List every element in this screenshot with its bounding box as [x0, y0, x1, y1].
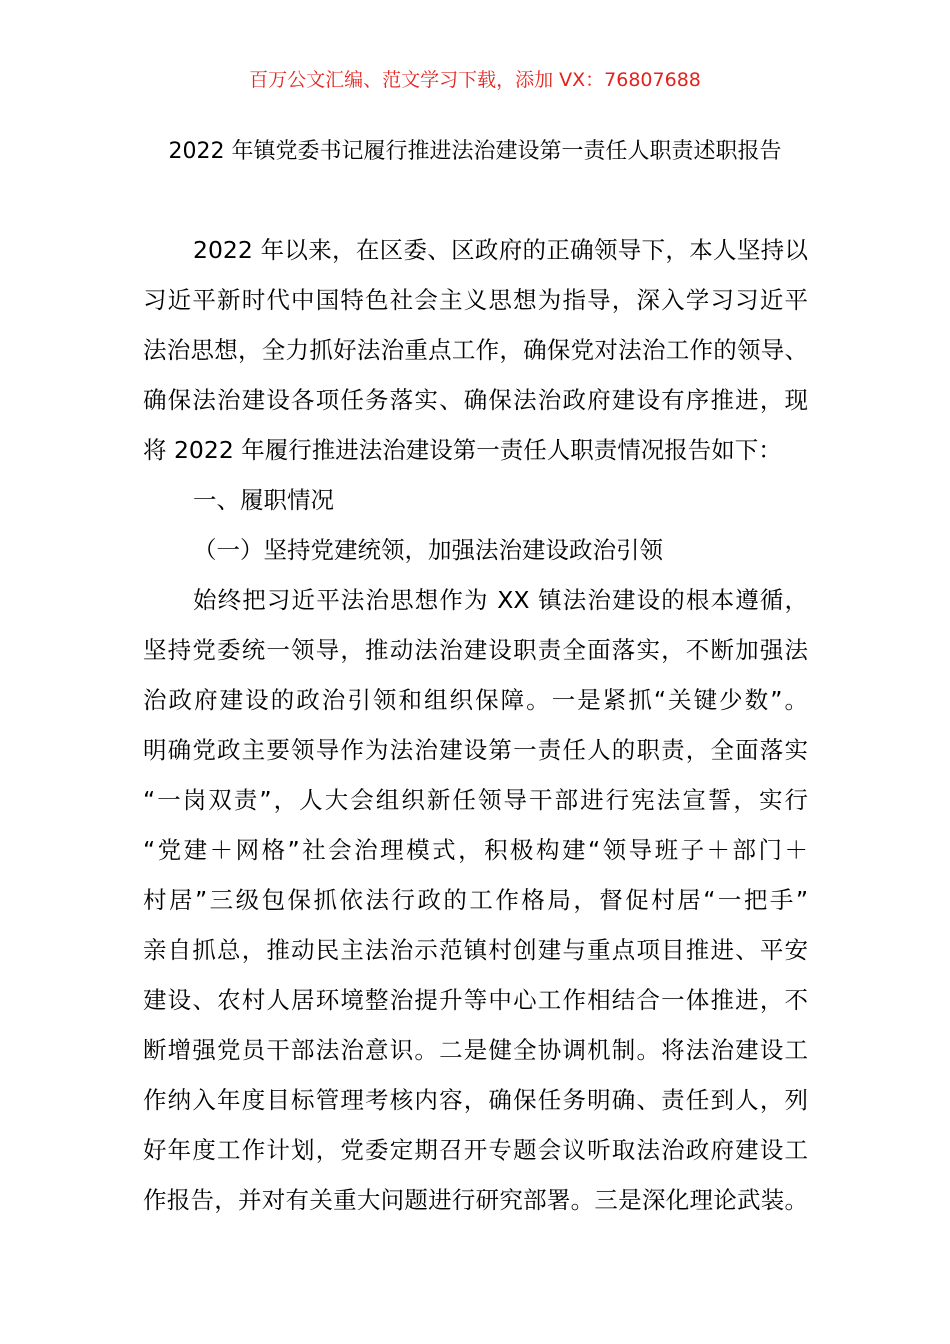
subsection-heading — [143, 525, 808, 575]
paragraph-body — [143, 575, 808, 1225]
text-line: “一岗双责”，人大会组织新任领导干部进行宪法宣誓，实行 — [143, 786, 808, 814]
text-line: 村居”三级包保抓依法行政的工作格局，督促村居“一把手” — [143, 886, 808, 914]
text-line: 建设、农村人居环境整治提升等中心工作相结合一体推进，不 — [143, 986, 808, 1014]
text-line: 始终把习近平法治思想作为 XX 镇法治建设的根本遵循， — [193, 586, 808, 614]
text-line: 作纳入年度目标管理考核内容，确保任务明确、责任到人，列 — [143, 1086, 808, 1114]
section-heading — [143, 475, 808, 525]
text-line: 法治思想，全力抓好法治重点工作，确保党对法治工作的领导、 — [143, 336, 808, 364]
subheading-line: （一）坚持党建统领，加强法治建设政治引领 — [193, 536, 663, 564]
document-title: 2022 年镇党委书记履行推进法治建设第一责任人职责述职报告 — [168, 139, 782, 164]
text-line: 习近平新时代中国特色社会主义思想为指导，深入学习习近平 — [143, 286, 808, 314]
text-line: 将 2022 年履行推进法治建设第一责任人职责情况报告如下： — [143, 436, 782, 464]
text-line: 好年度工作计划，党委定期召开专题会议听取法治政府建设工 — [143, 1136, 808, 1164]
watermark-header: 百万公文汇编、范文学习下载，添加 VX：76807688 — [249, 69, 701, 91]
text-line: 明确党政主要领导作为法治建设第一责任人的职责，全面落实 — [143, 736, 808, 764]
document-body — [143, 225, 808, 1225]
text-line: 确保法治建设各项任务落实、确保法治政府建设有序推进，现 — [143, 386, 808, 414]
heading-line: 一、履职情况 — [193, 486, 334, 514]
paragraph-intro — [143, 225, 808, 475]
text-line: “党建＋网格”社会治理模式，积极构建“领导班子＋部门＋ — [143, 836, 808, 864]
text-line: 作报告，并对有关重大问题进行研究部署。三是深化理论武装。 — [143, 1186, 808, 1214]
text-line: 2022 年以来，在区委、区政府的正确领导下，本人坚持以 — [193, 236, 808, 264]
text-line: 治政府建设的政治引领和组织保障。一是紧抓“关键少数”。 — [143, 686, 808, 714]
text-line: 断增强党员干部法治意识。二是健全协调机制。将法治建设工 — [143, 1036, 808, 1064]
text-line: 坚持党委统一领导，推动法治建设职责全面落实，不断加强法 — [143, 636, 808, 664]
text-line: 亲自抓总，推动民主法治示范镇村创建与重点项目推进、平安 — [143, 936, 808, 964]
